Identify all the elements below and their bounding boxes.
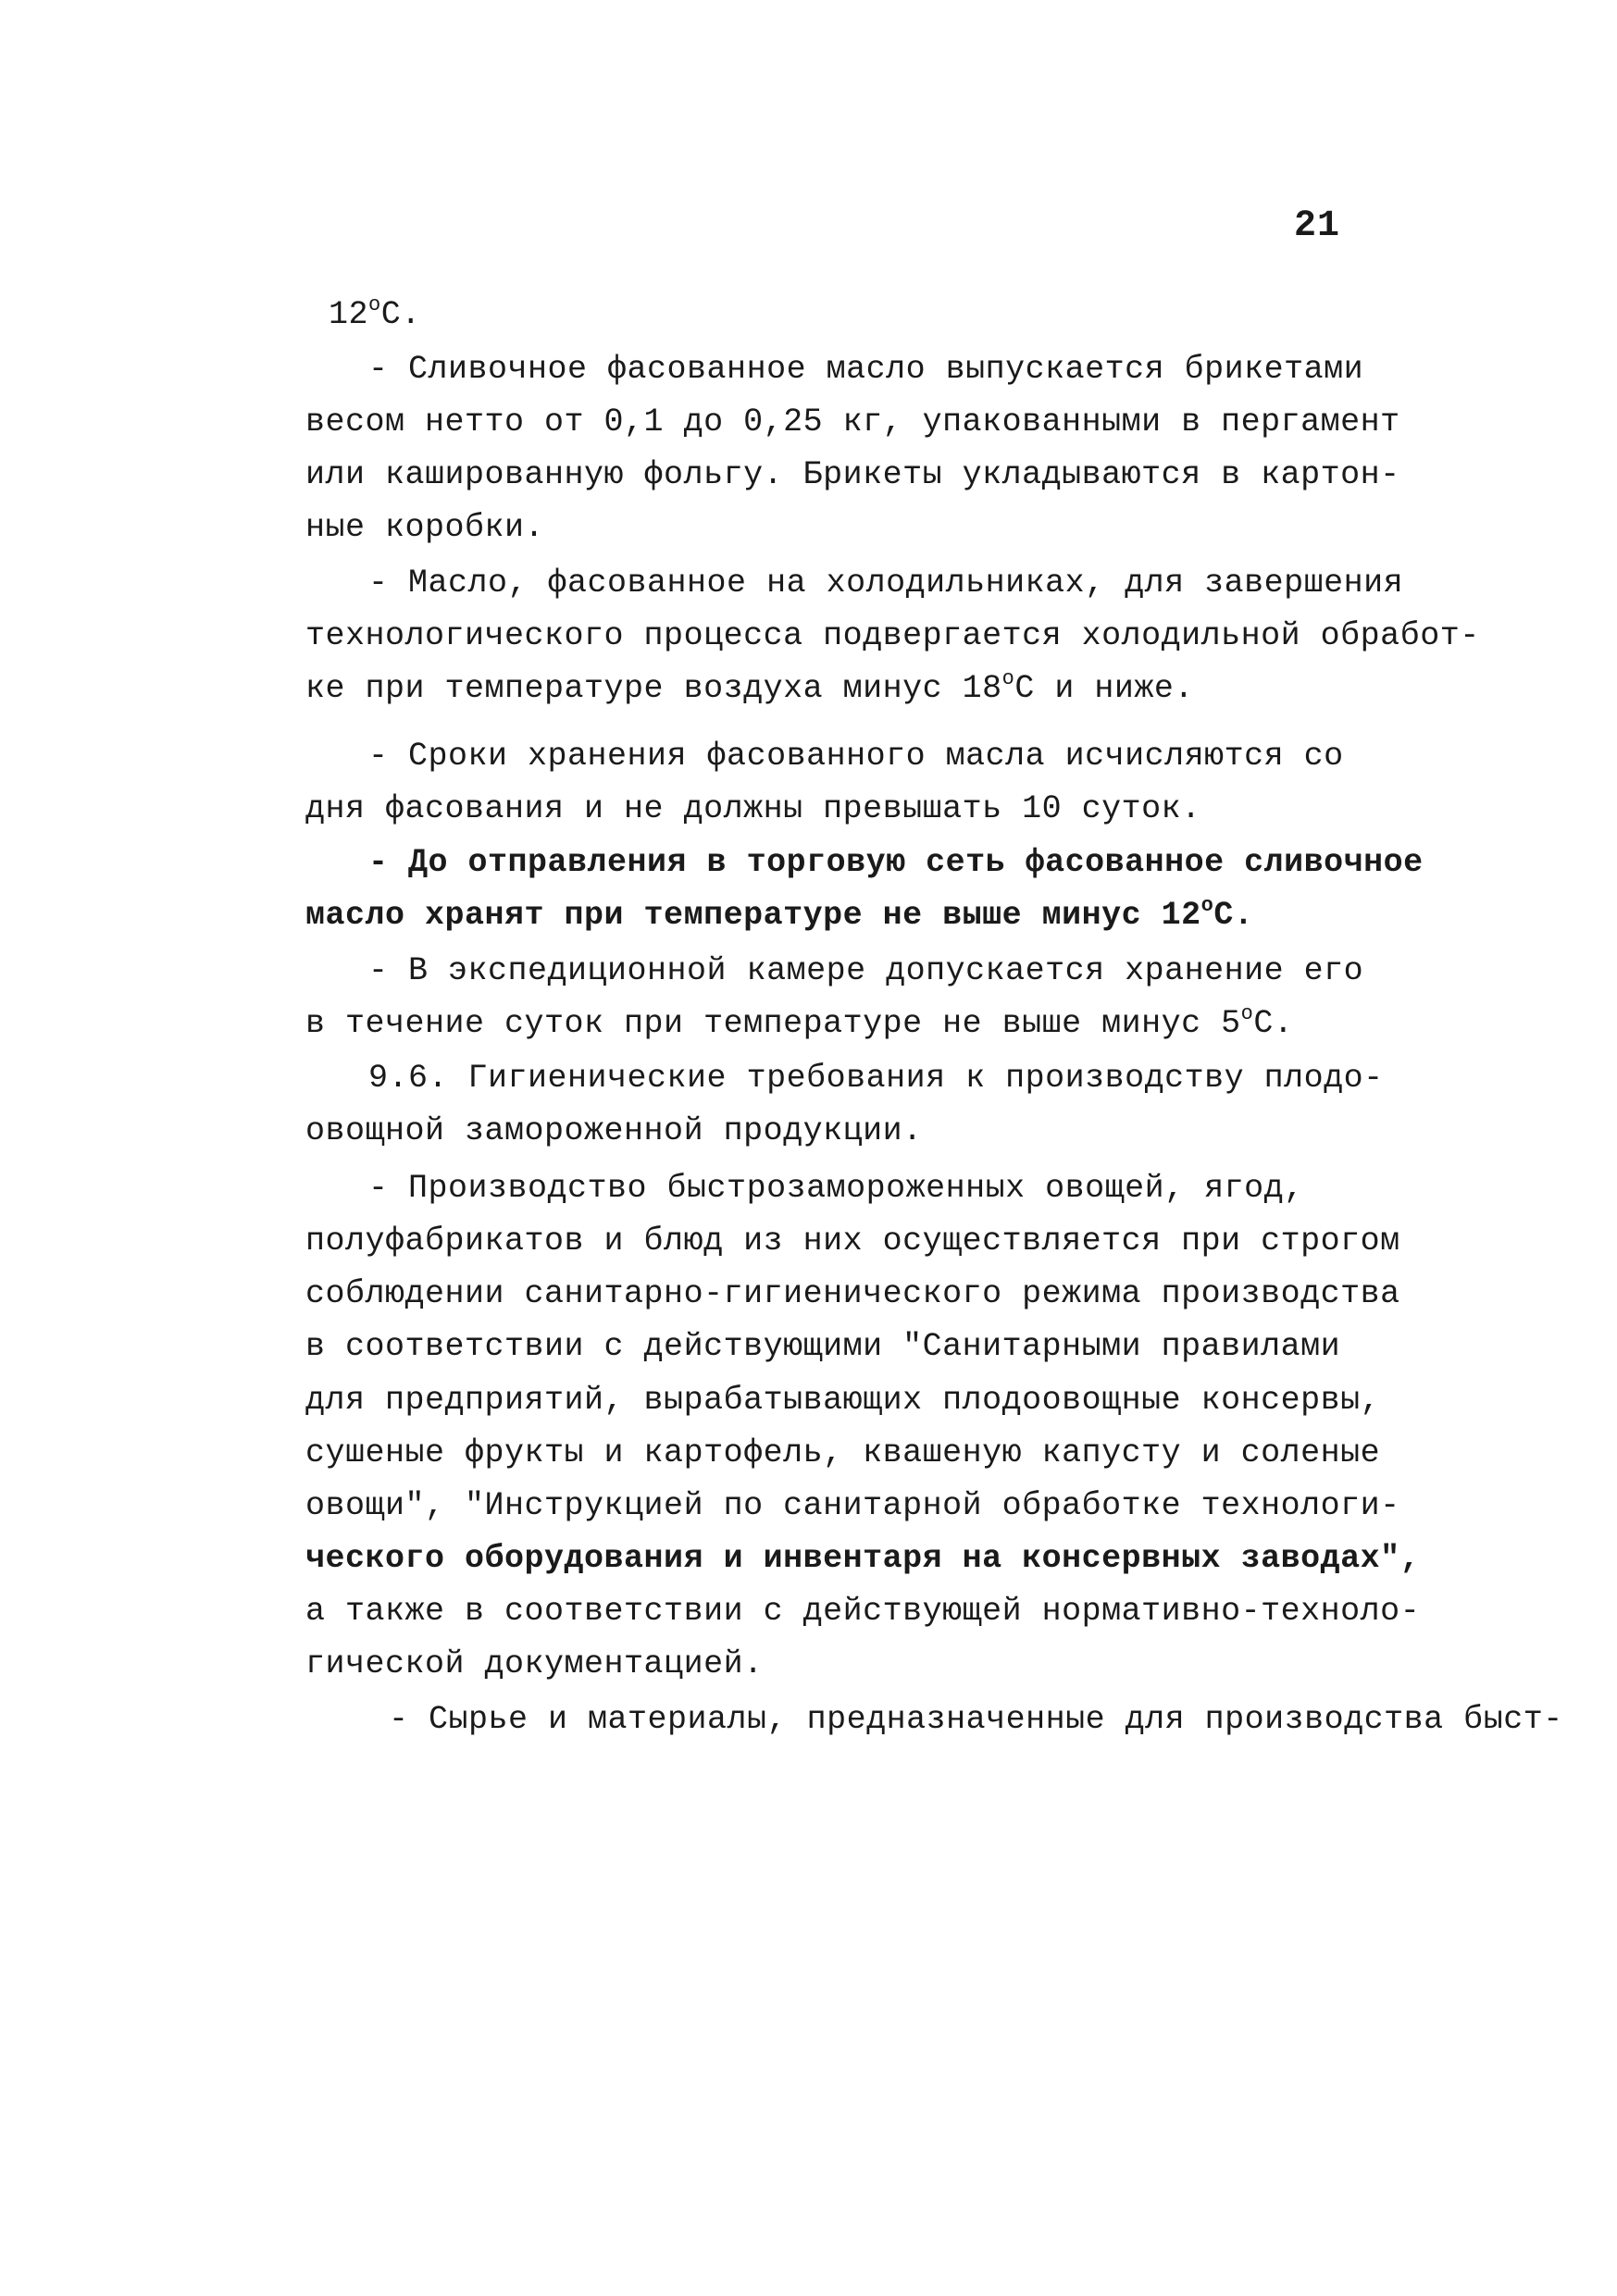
text-line: масло хранят при температуре не выше минус 12$^o$С. xyxy=(305,894,1254,934)
text-line: дня фасования и не должны превышать 10 суток. xyxy=(305,790,1201,827)
text-line: в соответствии с действующими "Санитарными правилами xyxy=(305,1328,1341,1365)
page-number: 21 xyxy=(1294,205,1341,247)
text-line: ческого оборудования и инвентаря на консервных заводах", xyxy=(305,1540,1421,1577)
section-heading: 9.6. Гигиенические требования к производству плодо- xyxy=(368,1060,1384,1097)
text-line: - В экспедиционной камере допускается хранение его xyxy=(368,952,1364,989)
text-line: - Сроки хранения фасованного масла исчисляются со xyxy=(368,738,1344,775)
text-line: для предприятий, вырабатывающих плодоовощные консервы, xyxy=(305,1382,1381,1419)
text-line: - Сливочное фасованное масло выпускается брикетами xyxy=(368,351,1364,388)
text-line: соблюдении санитарно-гигиенического режима производства xyxy=(305,1275,1400,1312)
text-line: в течение суток при температуре не выше минус 5$^o$С. xyxy=(305,1002,1294,1042)
text-line: ные коробки. xyxy=(305,509,545,546)
text-line: а также в соответствии с действующей нормативно-техноло- xyxy=(305,1593,1421,1630)
text-line: - Сырье и материалы, предназначенные для производства быст- xyxy=(389,1701,1563,1738)
text-line: гической документацией. xyxy=(305,1645,764,1682)
text-line: - Производство быстрозамороженных овощей, ягод, xyxy=(368,1170,1304,1207)
text-line: полуфабрикатов и блюд из них осуществляется при строгом xyxy=(305,1222,1400,1260)
text-line: - Масло, фасованное на холодильниках, для завершения xyxy=(368,565,1404,602)
text-line: весом нетто от 0,1 до 0,25 кг, упакованными в пергамент xyxy=(305,403,1400,441)
text-line: - До отправления в торговую сеть фасованное сливочное xyxy=(368,844,1424,881)
text-line: или кашированную фольгу. Брикеты укладываются в картон- xyxy=(305,456,1400,493)
section-heading: овощной замороженной продукции. xyxy=(305,1112,923,1149)
text-line: 12$^o$C. xyxy=(329,293,421,333)
text-line: ке при температуре воздуха минус 18$^o$С и ниже. xyxy=(305,667,1194,707)
text-line: овощи", "Инструкцией по санитарной обработке технологи- xyxy=(305,1487,1400,1524)
text-line: технологического процесса подвергается холодильной обработ- xyxy=(305,617,1480,654)
text-line: сушеные фрукты и картофель, квашеную капусту и соленые xyxy=(305,1434,1381,1471)
